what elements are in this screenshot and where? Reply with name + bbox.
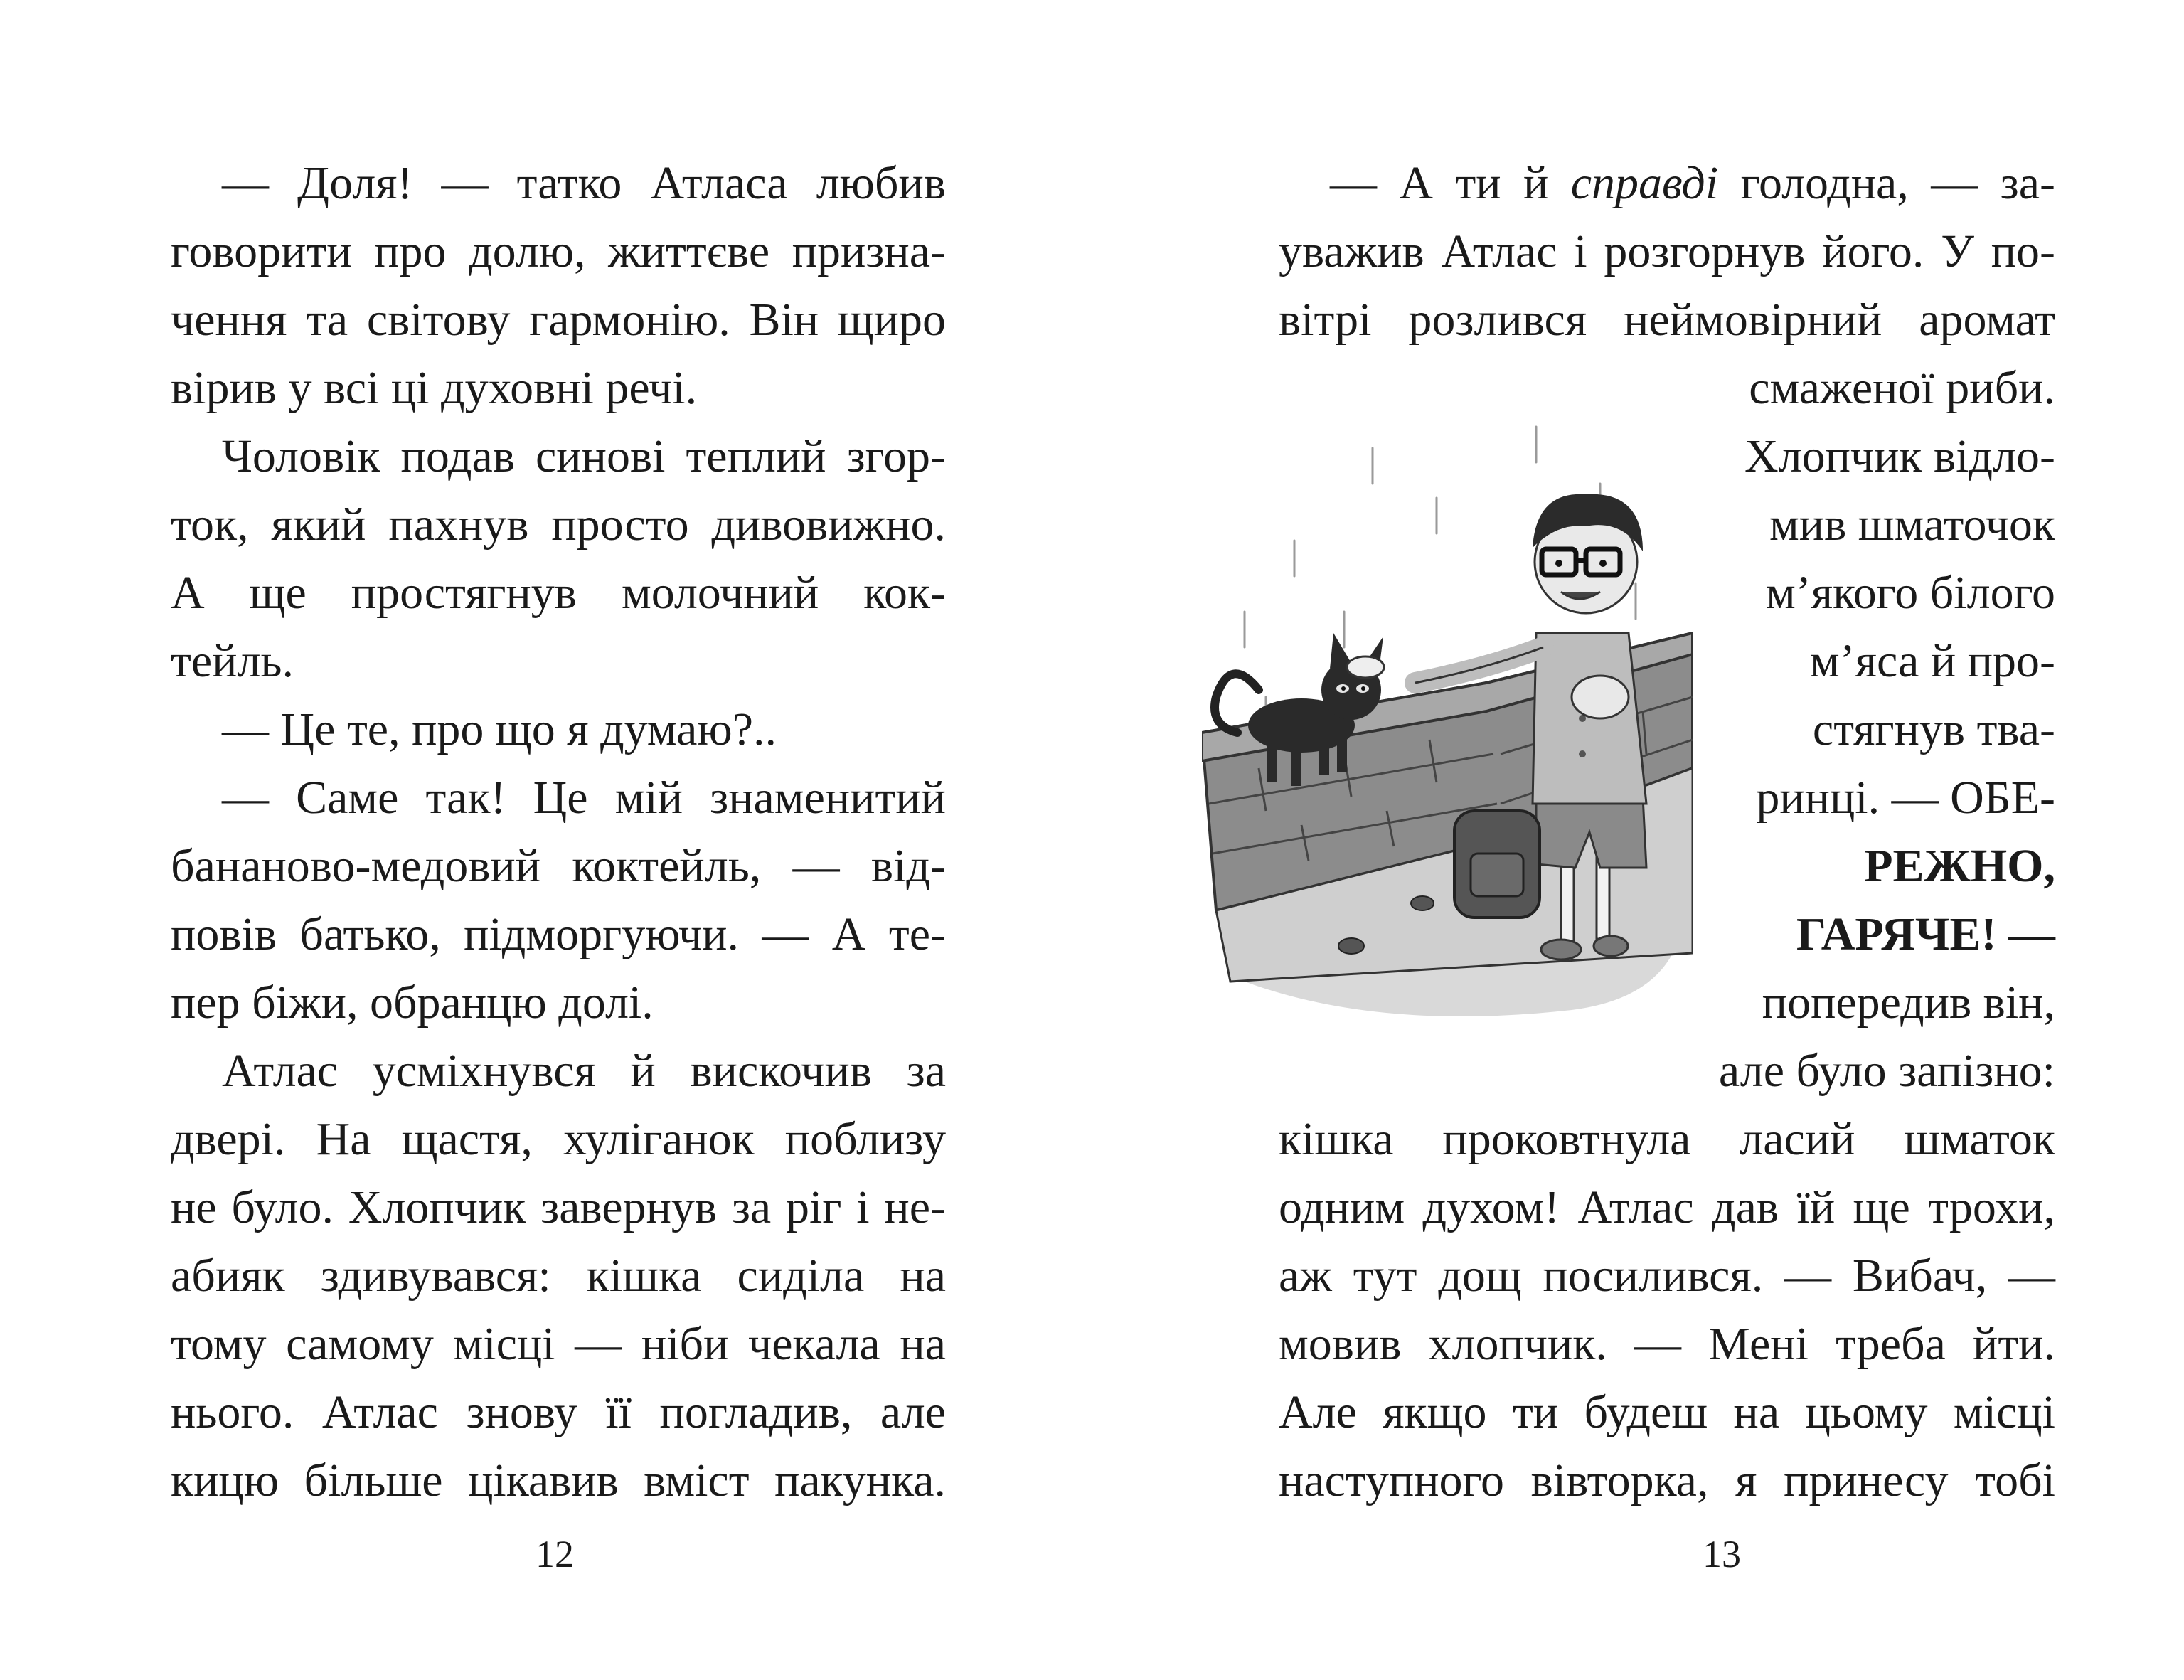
text-run: — А ти й [1330,157,1571,209]
text-line: пер біжи, обранцю долі. [171,977,654,1028]
text-line: ГАРЯЧЕ! — [1796,908,2055,960]
text-run: голодна, — за- [1718,157,2055,209]
text-line: кішка проковтнула ласий шматок [1279,1113,2055,1165]
text-line: ток, який пахнув просто дивовижно. [171,499,946,551]
text-line: тейль. [171,635,294,687]
text-line: наступного вівторка, я принесу тобі [1279,1455,2055,1506]
text-line: А ще простягнув молочний кок- [171,567,946,619]
text-line: мив шматочок [1769,499,2055,551]
text-line: вірив у всі ці духовні речі. [171,362,698,414]
text-line: м’яса й про- [1809,635,2055,687]
text-line: двері. На щастя, хуліганок поблизу [171,1113,946,1165]
text-line: — Саме так! Це мій знаменитий [222,772,946,824]
text-line: абияк здивувався: кішка сиділа на [171,1250,946,1302]
text-line: попередив він, [1762,977,2055,1028]
text-line: вітрі розлився неймовірний аромат [1279,294,2055,346]
page-number: 13 [1703,1533,1741,1575]
text-line: Але якщо ти будеш на цьому місці [1279,1386,2055,1438]
backpack [1454,811,1540,918]
text-line: кицю більше цікавив вміст пакунка. [171,1455,946,1506]
text-line: стягнув тва- [1812,703,2055,755]
text-line: але було запізно: [1718,1045,2055,1097]
text-line: Чоловік подав синові теплий згор- [222,430,946,482]
text-line: мовив хлопчик. — Мені треба йти. [1279,1318,2055,1370]
text-line: бананово-медовий коктейль, — від- [171,840,946,892]
page-number: 12 [536,1533,574,1575]
text-line: одним духом! Атлас дав їй ще трохи, [1279,1181,2055,1233]
text-line: уважив Атлас і розгорнув його. У по- [1279,225,2055,277]
text-line: — Це те, про що я думаю?.. [222,703,777,755]
text-line: м’якого білого [1765,567,2055,619]
text-line [1330,149,2055,218]
text-run: ринці. — ОБЕ- [1756,772,2055,824]
text-line: смаженої риби. [1749,362,2055,414]
text-line: — Доля! — татко Атласа любив [222,157,946,209]
text-line [1705,764,2055,832]
boy-and-cat-illustration [1202,398,1693,1031]
text-line: повів батько, підморгуючи. — А те- [171,908,946,960]
text-line: не було. Хлопчик завернув за ріг і не- [171,1181,946,1233]
text-line: тому самому місці — ніби чекала на [171,1318,946,1370]
text-line: Атлас усміхнувся й вискочив за [222,1045,946,1097]
snail [1338,938,1364,954]
text-line: нього. Атлас знову її погладив, але [171,1386,946,1438]
text-line: чення та світову гармонію. Він щиро [171,294,946,346]
text-line: РЕЖНО, [1864,840,2055,892]
snail [1411,896,1434,910]
text-line: аж тут дощ посилився. — Вибач, — [1279,1250,2055,1302]
text-line: говорити про долю, життєве призна- [171,225,946,277]
text-line: Хлопчик відло- [1744,430,2055,482]
emphasis-text: справді [1570,157,1719,209]
